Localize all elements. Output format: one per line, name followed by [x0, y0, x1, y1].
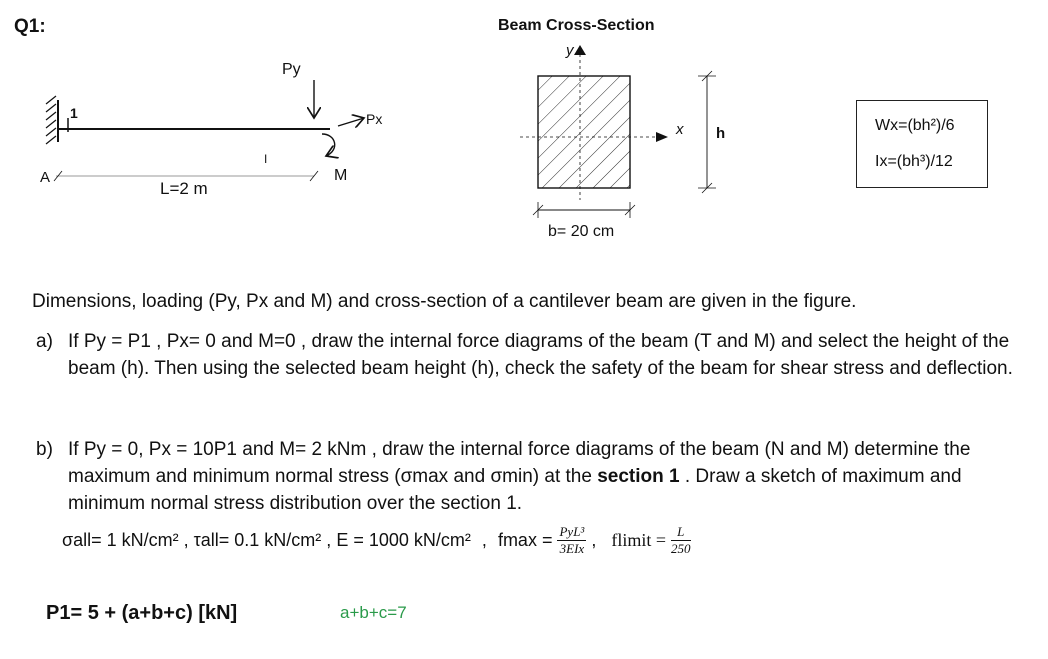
px-arrow [338, 118, 364, 126]
p1-formula: P1= 5 + (a+b+c) [kN] [46, 602, 238, 624]
part-b-text [68, 436, 1030, 517]
intro-paragraph: Dimensions, loading (Py, Px and M) and cross-section of a cantilever beam are given in the figure. [32, 291, 857, 312]
flimit-fraction [671, 524, 691, 557]
px-label: Px [366, 111, 383, 127]
m-label: M [334, 167, 348, 184]
part-b-text-post: . Draw a sketch of maximum and minimum normal stress distribution over the section 1. [68, 466, 962, 514]
moment-arrow [322, 134, 335, 156]
fmax-fraction [557, 524, 586, 557]
part-a-text: If Py = P1 , Px= 0 and M=0 , draw the internal force diagrams of the beam (T and M) and select the height of the beam (h). Then using the selected beam height (h), check the safety of the beam for shear stress and deflection. [68, 331, 1013, 379]
section-1-label: 1 [70, 105, 78, 121]
sigma-all: σall= 1 kN/cm² , [62, 530, 189, 550]
y-axis-label: y [566, 42, 574, 59]
section-properties-box [856, 100, 988, 188]
part-b-text-pre: If Py = 0, Px = 10P1 and M= 2 kNm , draw the internal force diagrams of the beam (N and M) determine the maximum and minimum normal stress (σmax and σmin) at the [68, 439, 971, 487]
flimit-numerator: L [671, 524, 691, 541]
length-label: L=2 m [160, 179, 208, 198]
part-b-label: b) [36, 439, 53, 460]
fmax-numerator: PyL³ [559, 524, 585, 539]
flimit-denominator: 250 [671, 541, 691, 556]
support-a-label: A [40, 169, 51, 186]
ix-formula: Ix=(bh³)/12 [875, 153, 953, 170]
flimit-label: flimit = [611, 530, 667, 550]
b-label: b= 20 cm [548, 223, 615, 240]
part-a-label: a) [36, 331, 53, 352]
fmax-denominator: 3EIx [559, 541, 585, 556]
separator: , [481, 530, 487, 550]
separator-2: , [591, 530, 597, 550]
fmax-label: fmax = [497, 530, 553, 550]
fixed-support [46, 96, 58, 144]
e-modulus: E = 1000 kN/cm² [336, 530, 471, 550]
py-label: Py [282, 61, 301, 78]
cross-section-title: Beam Cross-Section [498, 17, 655, 34]
question-label: Q1: [14, 16, 46, 37]
wx-formula: Wx=(bh²)/6 [875, 117, 955, 134]
tau-all: τall= 0.1 kN/cm² , [193, 530, 332, 550]
section-1-bold: section 1 [597, 466, 680, 487]
abc-value: a+b+c=7 [340, 603, 407, 622]
allowable-values-line [62, 524, 691, 578]
h-label: h [716, 125, 726, 142]
section-rectangle [538, 76, 630, 188]
tick-label: I [264, 152, 268, 166]
x-axis-label: x [676, 121, 684, 138]
